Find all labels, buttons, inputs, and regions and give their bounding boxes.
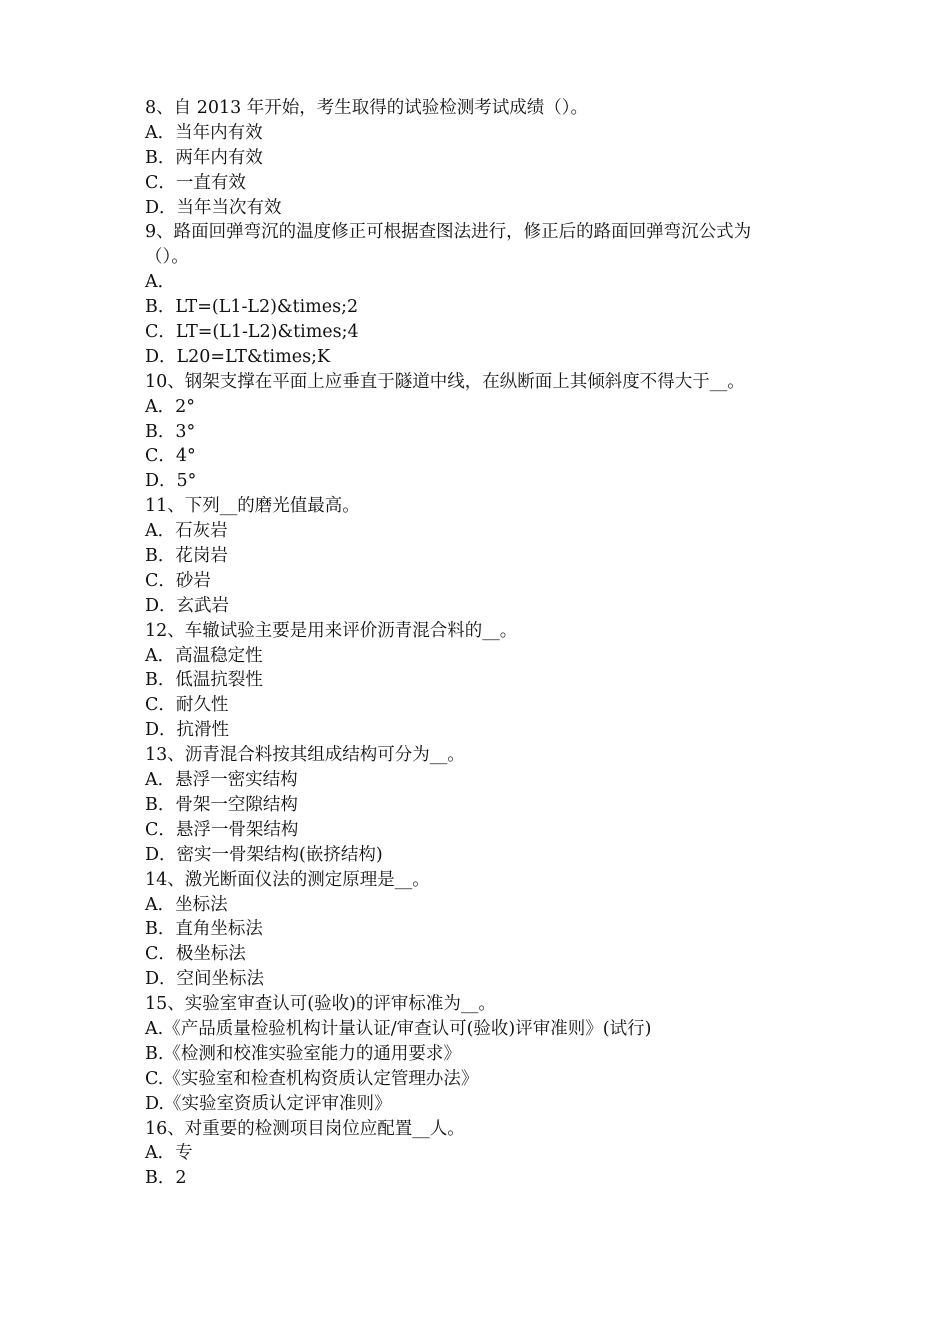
option-line: A．悬浮一密实结构 bbox=[145, 770, 298, 791]
question-line: 12、车辙试验主要是用来评价沥青混合料的__。 bbox=[145, 620, 518, 641]
question-line: 8、自 2013 年开始，考生取得的试验检测考试成绩（）。 bbox=[145, 98, 589, 118]
option-line: A． bbox=[145, 272, 176, 293]
option-line: A.《产品质量检验机构计量认证/审查认可(验收)评审准则》(试行) bbox=[145, 1018, 652, 1039]
option-line: B.《检测和校准实验室能力的通用要求》 bbox=[145, 1043, 461, 1064]
option-line: C．一直有效 bbox=[145, 172, 246, 193]
option-line: C.《实验室和检查机构资质认定管理办法》 bbox=[145, 1068, 479, 1089]
question-line: 14、激光断面仪法的测定原理是__。 bbox=[145, 869, 430, 890]
option-line: D．当年当次有效 bbox=[145, 197, 282, 218]
option-line: D．玄武岩 bbox=[145, 595, 230, 616]
option-line: B．两年内有效 bbox=[145, 147, 263, 168]
option-line: B．低温抗裂性 bbox=[145, 670, 263, 691]
option-line: B．2 bbox=[145, 1168, 187, 1189]
question-line: 11、下列__的磨光值最高。 bbox=[145, 496, 360, 517]
option-line: D．密实一骨架结构(嵌挤结构) bbox=[145, 844, 383, 865]
option-line: D.《实验室资质认定评审准则》 bbox=[145, 1093, 392, 1114]
option-line: B．直角坐标法 bbox=[145, 919, 263, 940]
option-line: A．专 bbox=[145, 1143, 193, 1164]
question-line: 10、钢架支撑在平面上应垂直于隧道中线，在纵断面上其倾斜度不得大于__。 bbox=[145, 371, 745, 392]
option-line: B．花岗岩 bbox=[145, 546, 228, 567]
document-page bbox=[145, 96, 845, 1191]
text-line: （）。 bbox=[145, 247, 189, 268]
option-line: A．2° bbox=[145, 396, 196, 417]
option-line: C．悬浮一骨架结构 bbox=[145, 819, 299, 840]
option-line: C．LT=(L1-L2)&times;4 bbox=[145, 322, 359, 343]
question-line: 16、对重要的检测项目岗位应配置__人。 bbox=[145, 1118, 465, 1139]
option-line: C．耐久性 bbox=[145, 695, 229, 716]
option-line: D．空间坐标法 bbox=[145, 969, 265, 990]
question-line: 9、路面回弹弯沉的温度修正可根据查图法进行，修正后的路面回弹弯沉公式为 bbox=[145, 222, 752, 243]
option-line: A．高温稳定性 bbox=[145, 645, 263, 666]
option-line: D．抗滑性 bbox=[145, 720, 230, 741]
option-line: B．骨架一空隙结构 bbox=[145, 794, 298, 815]
option-line: C．4° bbox=[145, 446, 196, 467]
option-line: C．砂岩 bbox=[145, 570, 211, 591]
option-line: B．3° bbox=[145, 421, 196, 442]
option-line: A．石灰岩 bbox=[145, 521, 228, 542]
option-line: B．LT=(L1-L2)&times;2 bbox=[145, 297, 359, 318]
option-line: D．L20=LT&times;K bbox=[145, 346, 331, 367]
option-line: D．5° bbox=[145, 471, 197, 492]
option-line: A．当年内有效 bbox=[145, 122, 263, 143]
option-line: A．坐标法 bbox=[145, 894, 228, 915]
question-line: 13、沥青混合料按其组成结构可分为__。 bbox=[145, 745, 465, 766]
option-line: C．极坐标法 bbox=[145, 944, 246, 965]
question-line: 15、实验室审查认可(验收)的评审标准为__。 bbox=[145, 994, 496, 1015]
